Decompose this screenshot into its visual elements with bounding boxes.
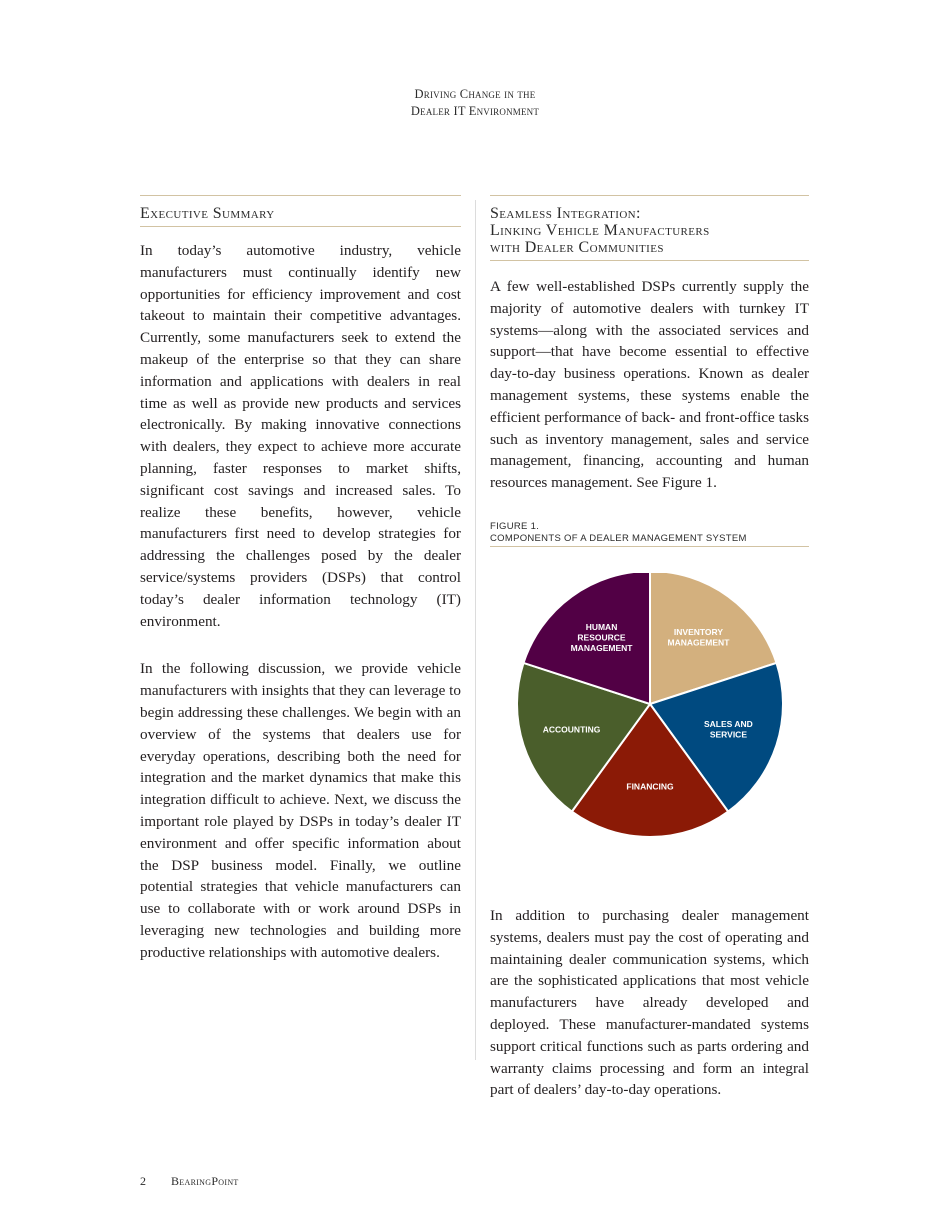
pie-label-accounting [543,724,601,734]
pie-label-line: SERVICE [709,729,748,740]
pie-label-line: MANAGEMENT [570,642,633,653]
pie-label-line: FINANCING [626,781,674,792]
pie-label-inventory-management [668,627,731,648]
pie-chart-container [490,573,809,873]
figure-title: COMPONENTS OF A DEALER MANAGEMENT SYSTEM [490,532,747,544]
pie-label-sales-and-service [704,719,753,740]
executive-summary-heading: Executive Summary [140,195,461,227]
seamless-integration-paragraph-2: In addition to purchasing dealer management systems, dealers must pay the cost of operating and maintaining dealer communication systems, which are the sophisticated applications that most vehicle manufacturers have already developed and deployed. These manufacturer-mandated systems support critical functions such as parts ordering and warranty claims processing and form an integral part of dealers’ day-to-day operations. [490,906,809,1099]
pie-label-line: HUMAN [585,621,618,632]
pie-chart [490,573,809,873]
right-column [490,195,809,1101]
running-header-line-2: Dealer IT Environment [410,104,540,118]
column-divider [475,200,476,1060]
figure-label [490,521,809,547]
executive-summary-paragraph-2: In the following discussion, we provide vehicle manufacturers with insights that they can leverage to begin addressing these challenges. We begin with an overview of the systems that dealers use for everyday operations, describing both the need for integration and the market dynamics that make this integration difficult to achieve. Next, we discuss the important role played by DSPs in today’s dealer IT environment and offer specific information about the DSP business model. Finally, we outline potential strategies that vehicle manufacturers can use to collaborate with or work around DSPs in leveraging new technologies and building more productive relationships with automotive dealers. [140,660,461,961]
page-footer [140,1174,239,1189]
pie-label-line: RESOURCE [577,632,626,643]
running-header-line-1: Driving Change in the [414,87,536,101]
pie-label-line: SALES AND [704,719,753,730]
pie-label-line: INVENTORY [673,627,724,638]
brand-name: BearingPoint [171,1174,239,1188]
pie-label-financing [626,781,674,791]
executive-summary-paragraph-1: In today’s automotive industry, vehicle manufacturers must continually identify new opportunities for efficiency improvement and cost takeout to maintain their competitive advantages. Currently, some manufacturers seek to extend the makeup of the enterprise so that they can share information and applications with dealers in real time as well as provide new products and services electronically. By making innovative connections with dealers, they expect to achieve more accurate planning, faster responses to market shifts, significant cost savings and increased sales. To realize these benefits, however, vehicle manufacturers first need to develop strategies for addressing the challenges posed by the dealer service/systems providers (DSPs) that control today’s dealer information technology (IT) environment. [140,242,461,630]
pie-label-line: ACCOUNTING [542,724,601,735]
running-header [0,86,950,120]
heading-line-1: Seamless Integration: [490,205,641,222]
heading-line-2: Linking Vehicle Manufacturers [490,222,710,239]
figure-number: FIGURE 1. [490,520,540,532]
pie-label-line: MANAGEMENT [667,637,730,648]
seamless-integration-heading [490,195,809,261]
heading-line-3: with Dealer Communities [490,239,664,256]
page-number: 2 [140,1174,146,1188]
left-column [140,195,461,964]
seamless-integration-paragraph-1: A few well-established DSPs currently supply the majority of automotive dealers with turnkey IT systems—along with the associated services and support—that have become essential to effective day-to-day business operations. Known as dealer management systems, these systems enable the efficient performance of back- and front-office tasks such as inventory management, sales and service management, financing, accounting and human resources management. See Figure 1. [490,278,809,492]
